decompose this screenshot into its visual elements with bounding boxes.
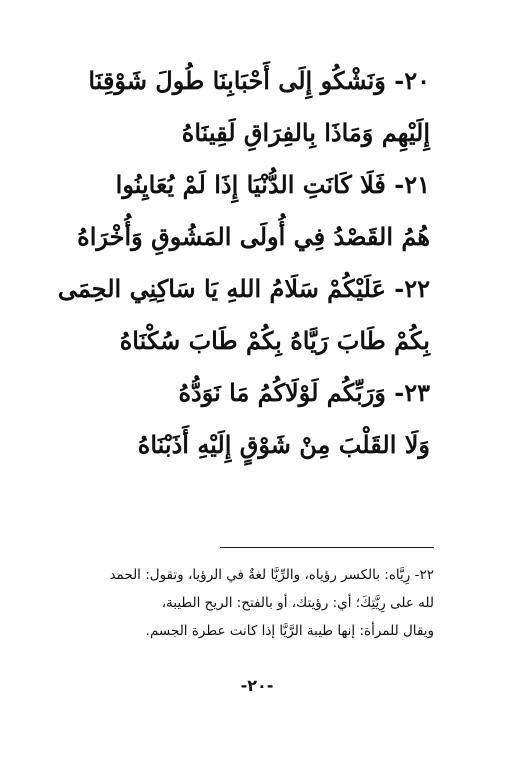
poem-line-7: ٢٣- وَرَبِّكُم لَوْلَاكُمُ مَا نَوَدُّهُ xyxy=(178,378,430,407)
poem-line-5: ٢٢- عَلَيْكُمْ سَلَامُ اللهِ يَا سَاكِنِي الحِمَى xyxy=(57,274,430,303)
footnote-divider xyxy=(220,547,434,548)
poem-line-6: بِكُمْ طَابَ رَيَّاهُ بِكُمْ طَابَ سُكْنَاهُ xyxy=(119,326,430,355)
poem-line-2: إِلَيْهِم وَمَاذَا بِالفِرَاقِ لَقِينَاهُ xyxy=(181,118,430,147)
footnote-line-1: ٢٢- رِيَّاه: بالكسر رؤياه، والرِّيَّا لغةٌ في الرؤيا، وتقول: الحمد xyxy=(109,567,434,583)
poem-line-4: هُمُ القَصْدُ فِي أُولَى المَشُوقِ وَأُخْرَاهُ xyxy=(77,222,430,251)
page-number: -٢٠- xyxy=(240,676,274,695)
poem-line-3: ٢١- فَلَا كَانَتِ الدُّنْيَا إِذَا لَمْ يُعَايِنُوا xyxy=(115,170,430,199)
footnote-line-3: ويقال للمرأة: إنها طيبة الرَّيَّا إذا كانت عطرة الجسم. xyxy=(145,623,434,639)
poem-line-1: ٢٠- وَنَشْكُو إِلَى أَحْبَابِنَا طُولَ شَوْقِنَا xyxy=(88,66,430,95)
poem-line-8: وَلَا القَلْبَ مِنْ شَوْقٍ إِلَيْهِ أَذَبْنَاهُ xyxy=(137,430,430,459)
footnote-line-2: لله على رِيَّتِكَ؛ أي: رؤيتك، أو بالفتح: الريح الطيبة، xyxy=(161,595,434,611)
